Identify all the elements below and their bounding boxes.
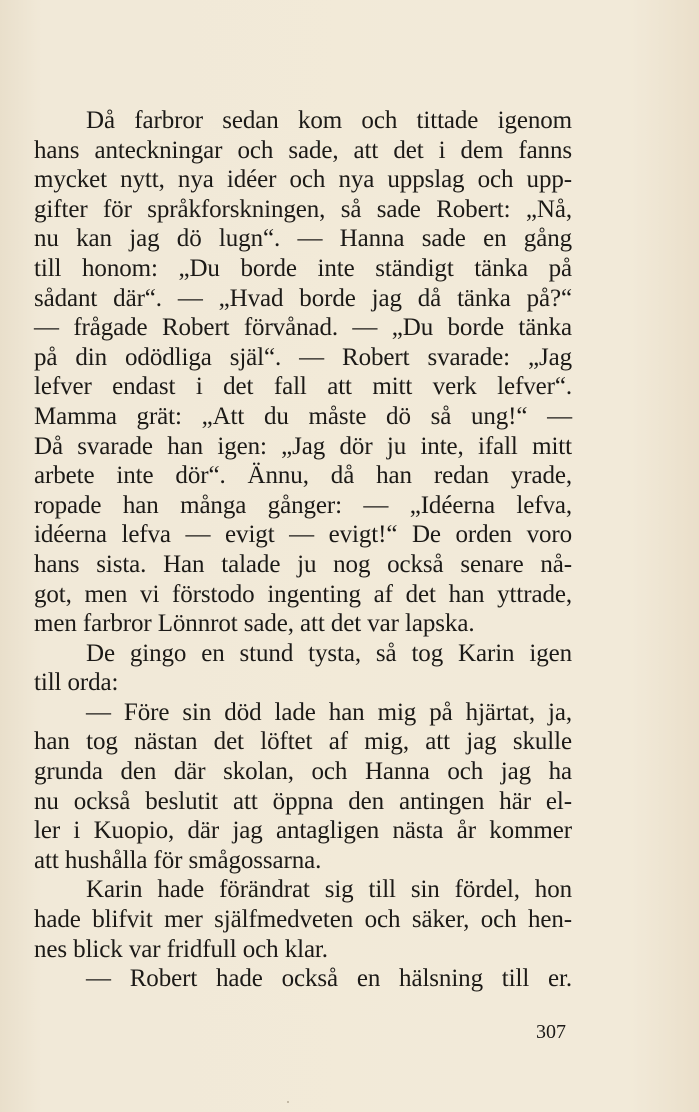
text-line: grunda den där skolan, och Hanna och jag ha	[34, 758, 572, 786]
text-line: på din odödliga själ“. — Robert svarade: „Jag	[34, 343, 572, 371]
text-line: nu kan jag dö lugn“. — Hanna sade en gång	[34, 225, 572, 253]
paper-speck	[287, 1101, 289, 1103]
text-line: sådant där“. — „Hvad borde jag då tänka på?“	[34, 284, 572, 312]
text-line: gifter för språkforskningen, så sade Robert: „Nå,	[34, 195, 572, 223]
text-line: mycket nytt, nya idéer och nya uppslag och upp-	[34, 166, 572, 194]
text-line: — Före sin död lade han mig på hjärtat, ja,	[86, 698, 572, 726]
text-line: till orda:	[34, 669, 119, 697]
page-number: 307	[536, 1021, 566, 1043]
text-line: nu också beslutit att öppna den antingen här el-	[34, 787, 572, 815]
text-line: hans anteckningar och sade, att det i dem fanns	[34, 136, 572, 164]
text-line: men farbror Lönnrot sade, att det var lapska.	[34, 610, 475, 638]
text-line: Mamma grät: „Att du måste dö så ung!“ —	[34, 402, 572, 430]
text-line: Karin hade förändrat sig till sin fördel, hon	[86, 876, 572, 904]
body-text	[34, 106, 572, 994]
text-line: idéerna lefva — evigt — evigt!“ De orden voro	[34, 521, 572, 549]
text-line: — Robert hade också en hälsning till er.	[86, 965, 572, 993]
text-line: Då svarade han igen: „Jag dör ju inte, ifall mitt	[34, 432, 572, 460]
text-line: lefver endast i det fall att mitt verk lefver“.	[34, 373, 572, 401]
text-line: att hushålla för smågossarna.	[34, 846, 322, 874]
text-line: — frågade Robert förvånad. — „Du borde tänka	[34, 314, 572, 342]
text-line: till honom: „Du borde inte ständigt tänka på	[34, 254, 572, 282]
text-line: hade blifvit mer själfmedveten och säker, och hen-	[34, 906, 572, 934]
text-line: han tog nästan det löftet af mig, att jag skulle	[34, 728, 572, 756]
text-line: ler i Kuopio, där jag antagligen nästa år kommer	[34, 817, 572, 845]
text-line: got, men vi förstodo ingenting af det han yttrade,	[34, 580, 572, 608]
text-line: arbete inte dör“. Ännu, då han redan yrade,	[34, 462, 572, 490]
text-line: De gingo en stund tysta, så tog Karin igen	[86, 639, 572, 667]
text-line: hans sista. Han talade ju nog också senare nå-	[34, 550, 572, 578]
text-line: Då farbror sedan kom och tittade igenom	[86, 107, 572, 134]
text-line: ropade han många gånger: — „Idéerna lefva,	[34, 491, 572, 519]
text-line: nes blick var fridfull och klar.	[34, 935, 328, 963]
